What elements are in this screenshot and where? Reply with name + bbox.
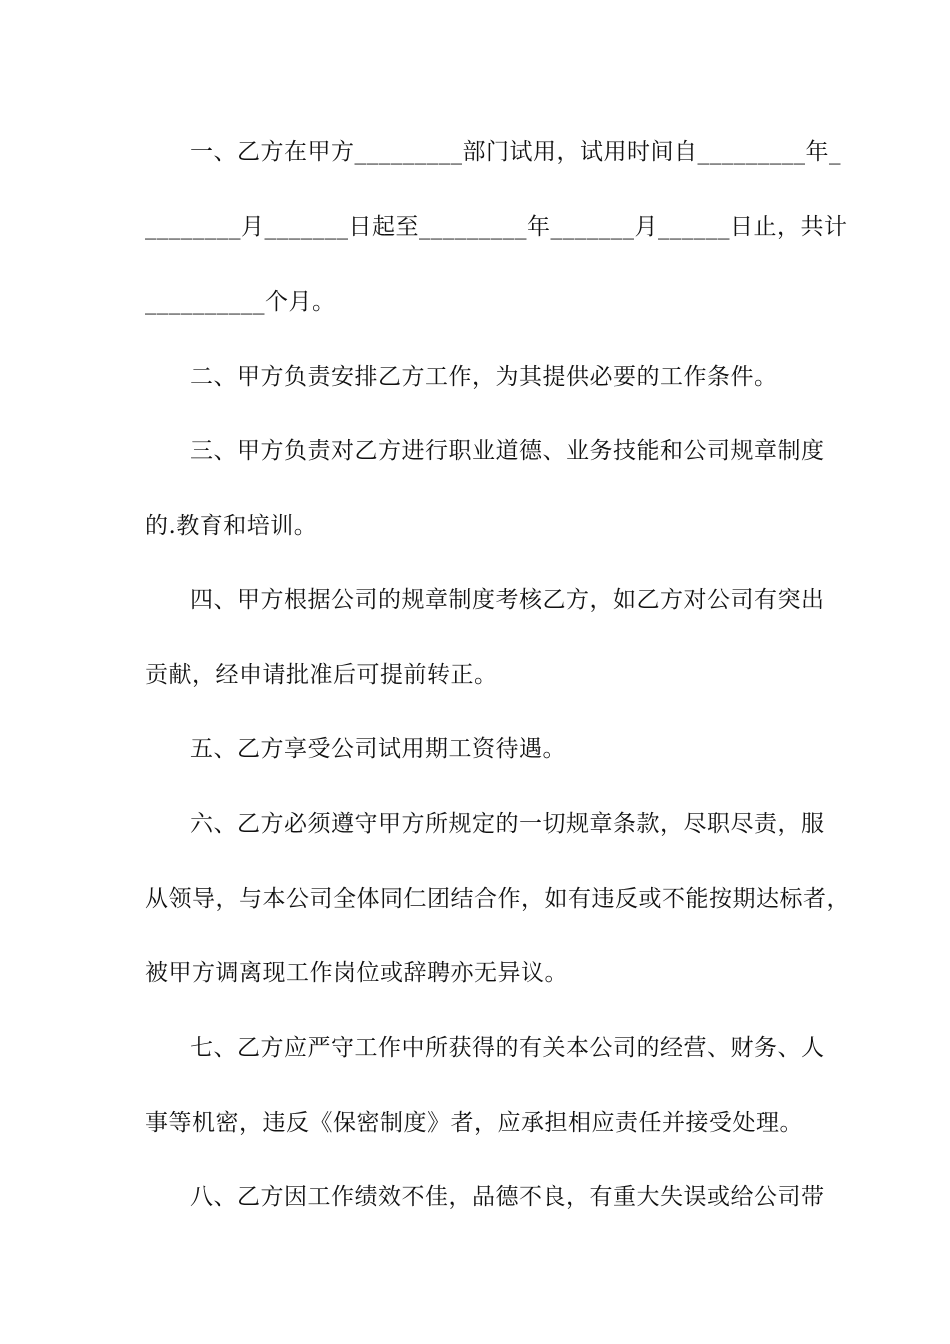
clause-6-line-1: 六、乙方必须遵守甲方所规定的一切规章条款，尽职尽责，服 <box>190 811 825 837</box>
clause-1-line-3: __________个月。 <box>145 289 336 315</box>
clause-6-line-3: 被甲方调离现工作岗位或辞聘亦无异议。 <box>145 960 568 986</box>
clause-6-line-2: 从领导，与本公司全体同仁团结合作，如有违反或不能按期达标者， <box>145 886 850 912</box>
clause-1-line-1: 一、乙方在甲方_________部门试用，试用时间自_________年_ <box>190 139 841 165</box>
clause-7-line-1: 七、乙方应严守工作中所获得的有关本公司的经营、财务、人 <box>190 1035 825 1061</box>
clause-3-line-2: 的.教育和培训。 <box>145 513 318 539</box>
clause-7-line-2: 事等机密，违反《保密制度》者，应承担相应责任并接受处理。 <box>145 1110 803 1136</box>
clause-4-line-1: 四、甲方根据公司的规章制度考核乙方，如乙方对公司有突出 <box>190 587 825 613</box>
clause-8-line-1: 八、乙方因工作绩效不佳，品德不良，有重大失误或给公司带 <box>190 1184 825 1210</box>
clause-4-line-2: 贡献，经申请批准后可提前转正。 <box>145 662 498 688</box>
clause-2-line-1: 二、甲方负责安排乙方工作，为其提供必要的工作条件。 <box>190 364 778 390</box>
clause-1-line-2: ________月_______日起至_________年_______月______日止，共计 <box>145 214 848 240</box>
clause-5-line-1: 五、乙方享受公司试用期工资待遇。 <box>190 736 566 762</box>
clause-3-line-1: 三、甲方负责对乙方进行职业道德、业务技能和公司规章制度 <box>190 438 825 464</box>
